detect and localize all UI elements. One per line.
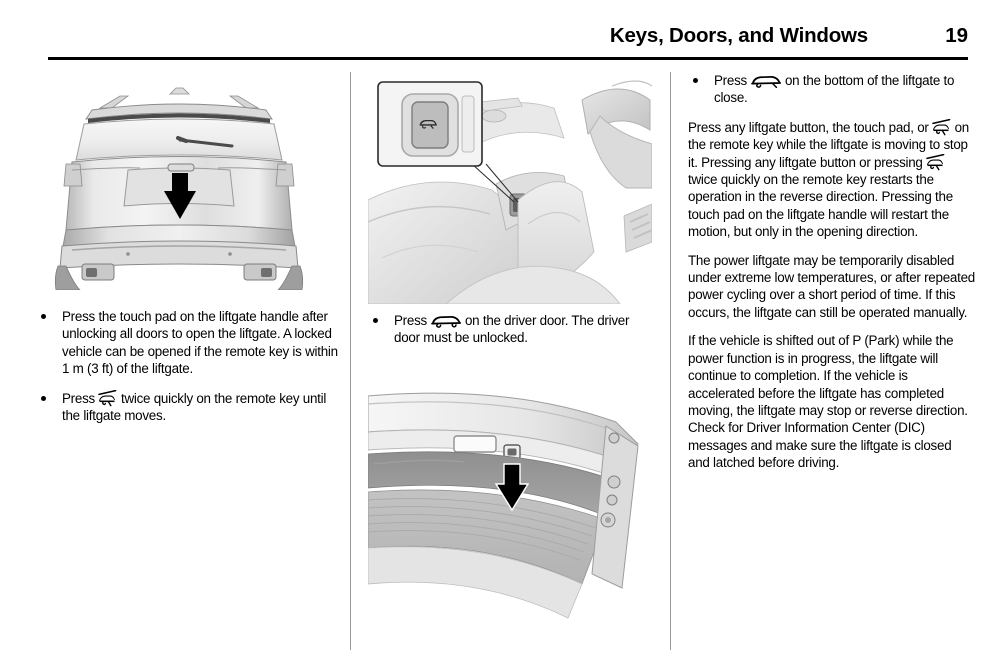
middle-bullet-list (368, 312, 656, 347)
column-divider-right (670, 72, 671, 650)
page-title: Keys, Doors, and Windows (609, 24, 868, 47)
paragraph-temporarily-disabled: The power liftgate may be temporarily disabled under extreme low temperatures, or after repeated power cycling over a short period of time. If this occurs, the liftgate can still be operated manually. (688, 252, 975, 320)
paragraph-stop-restart (688, 119, 976, 241)
list-item (36, 390, 338, 425)
left-bullet-list (36, 308, 338, 424)
liftgate-car-icon (429, 313, 463, 328)
bullet-text: Press the touch pad on the liftgate handle after unlocking all doors to open the liftgate. A locked vehicle can be opened if the remote key is within 1 m (3 ft) of the liftgate. (62, 309, 338, 377)
bullet-text-post: on the driver door. The driver door must be unlocked. (394, 313, 630, 346)
paragraph-text-pre: Press any liftgate button, the touch pad, or (688, 119, 929, 135)
right-column-text (688, 72, 976, 483)
page-number: 19 (945, 24, 968, 47)
liftgate-button-callout (378, 82, 482, 166)
bullet-dot (373, 318, 378, 323)
left-column-text (36, 308, 338, 424)
right-bullet-list (688, 72, 976, 107)
page-header (48, 24, 968, 58)
bullet-text-post: on the bottom of the liftgate to close. (714, 73, 955, 106)
driver-door-figure (368, 72, 652, 304)
paragraph-text-mid: on the remote key while the liftgate is moving to stop it. Pressing any liftgate button or pressing (688, 119, 970, 170)
remote-key-liftgate-icon (931, 119, 951, 136)
bullet-text-pre: Press (714, 73, 747, 88)
middle-column-text (368, 312, 656, 347)
list-item (368, 312, 656, 347)
suv-rear-figure (20, 78, 338, 290)
bullet-dot (41, 396, 46, 401)
paragraph-park-shift: If the vehicle is shifted out of P (Park) while the power function is in progress, the liftgate will continue to completion. If the vehicle is accelerated before the liftgate has completed moving, the liftgate may stop or reverse direction. Check for Driver Information Center (DIC) messages and make sure the liftgate is closed and latched before driving. (688, 333, 968, 471)
bullet-text-pre: Press (394, 313, 427, 328)
liftgate-inner-figure (368, 388, 652, 628)
bullet-dot (693, 78, 698, 83)
liftgate-car-icon (749, 73, 783, 88)
remote-key-liftgate-icon (97, 390, 117, 407)
bullet-dot (41, 314, 46, 319)
list-item (36, 308, 338, 378)
bullet-text-pre: Press (62, 390, 95, 406)
header-rule (48, 57, 968, 60)
list-item (688, 72, 976, 107)
paragraph-text-post: twice quickly on the remote key restarts the operation in the reverse direction. Pressing the touch pad on the liftgate handle will restart the motion, but only in the opening direction. (688, 172, 953, 240)
remote-key-liftgate-icon (925, 154, 945, 171)
bullet-text-post: twice quickly on the remote key until the liftgate moves. (62, 390, 327, 424)
column-divider-left (350, 72, 351, 650)
